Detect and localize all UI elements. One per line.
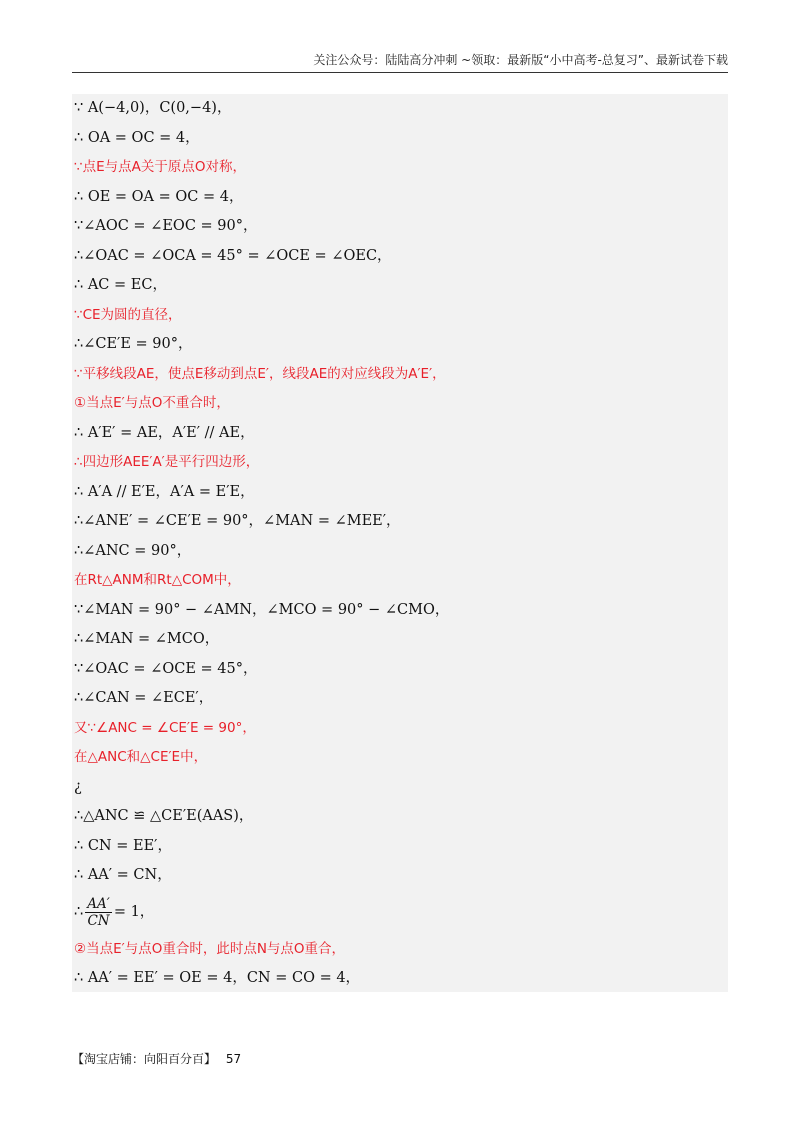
- solution-line-4: ∴ OE = OA = OC = 4，: [74, 188, 244, 205]
- footer-shop-text: 【淘宝店铺：向阳百分百】: [72, 1052, 217, 1066]
- solution-line-17: 在Rt△ANM和Rt△COM中，: [74, 572, 241, 588]
- solution-line-26: ∴ CN = EE′，: [74, 837, 172, 854]
- page-footer: [72, 1050, 241, 1067]
- solution-line-11: ①当点E′与点O不重合时，: [74, 395, 230, 411]
- solution-line-6: ∴∠OAC = ∠OCA = 45° = ∠OCE = ∠OEC，: [74, 247, 392, 264]
- solution-line-20: ∵∠OAC = ∠OCE = 45°，: [74, 660, 258, 677]
- solution-line-27: ∴ AA′ = CN，: [74, 867, 172, 883]
- solution-line-10: ∵平移线段AE，使点E移动到点E′，线段AE的对应线段为A′E′，: [74, 365, 446, 382]
- fraction-suffix: = 1，: [113, 903, 155, 920]
- solution-line-25: ∴△ANC ≌ △CE′E(AAS)，: [74, 808, 254, 824]
- solution-line-24: ¿: [74, 778, 82, 795]
- solution-panel: [72, 94, 728, 992]
- solution-line-15: ∴∠ANE′ = ∠CE′E = 90°，∠MAN = ∠MEE′，: [74, 513, 401, 529]
- fraction-prefix: ∴: [74, 903, 84, 920]
- fraction-line: [72, 891, 728, 935]
- page-number: 57: [225, 1052, 242, 1066]
- solution-line-3: ∵点E与点A关于原点O对称，: [74, 159, 246, 175]
- solution-line-23: 在△ANC和△CE′E中，: [74, 749, 208, 765]
- solution-line-29: ②当点E′与点O重合时，此时点N与点O重合，: [74, 940, 346, 957]
- solution-line-2: ∴ OA = OC = 4，: [74, 129, 200, 146]
- solution-line-14: ∴ A′A // E′E，A′A = E′E，: [74, 483, 255, 500]
- solution-line-21: ∴∠CAN = ∠ECE′，: [74, 690, 214, 706]
- solution-line-8: ∵CE为圆的直径，: [74, 306, 182, 323]
- solution-line-30: ∴ AA′ = EE′ = OE = 4，CN = CO = 4，: [74, 970, 361, 986]
- solution-line-7: ∴ AC = EC，: [74, 277, 167, 293]
- solution-line-16: ∴∠ANC = 90°，: [74, 542, 192, 559]
- solution-line-13: ∴四边形AEE′A′是平行四边形，: [74, 454, 260, 470]
- fraction-denominator: CN: [87, 913, 110, 929]
- solution-line-18: ∵∠MAN = 90° − ∠AMN，∠MCO = 90° − ∠CMO，: [74, 601, 450, 618]
- solution-line-9: ∴∠CE′E = 90°，: [74, 336, 193, 352]
- fraction-numerator: AA′: [87, 896, 110, 912]
- page-header: 关注公众号：陆陆高分冲刺 ~领取：最新版“小中高考-总复习”、最新试卷下载: [72, 52, 728, 73]
- solution-line-19: ∴∠MAN = ∠MCO，: [74, 631, 220, 647]
- solution-line-1: ∵ A(−4,0)，C(0,−4)，: [74, 100, 232, 116]
- solution-line-5: ∵∠AOC = ∠EOC = 90°，: [74, 218, 258, 234]
- solution-line-12: ∴ A′E′ = AE，A′E′ // AE，: [74, 424, 255, 441]
- fraction: [85, 896, 112, 929]
- solution-line-22: 又∵∠ANC = ∠CE′E = 90°，: [74, 719, 256, 736]
